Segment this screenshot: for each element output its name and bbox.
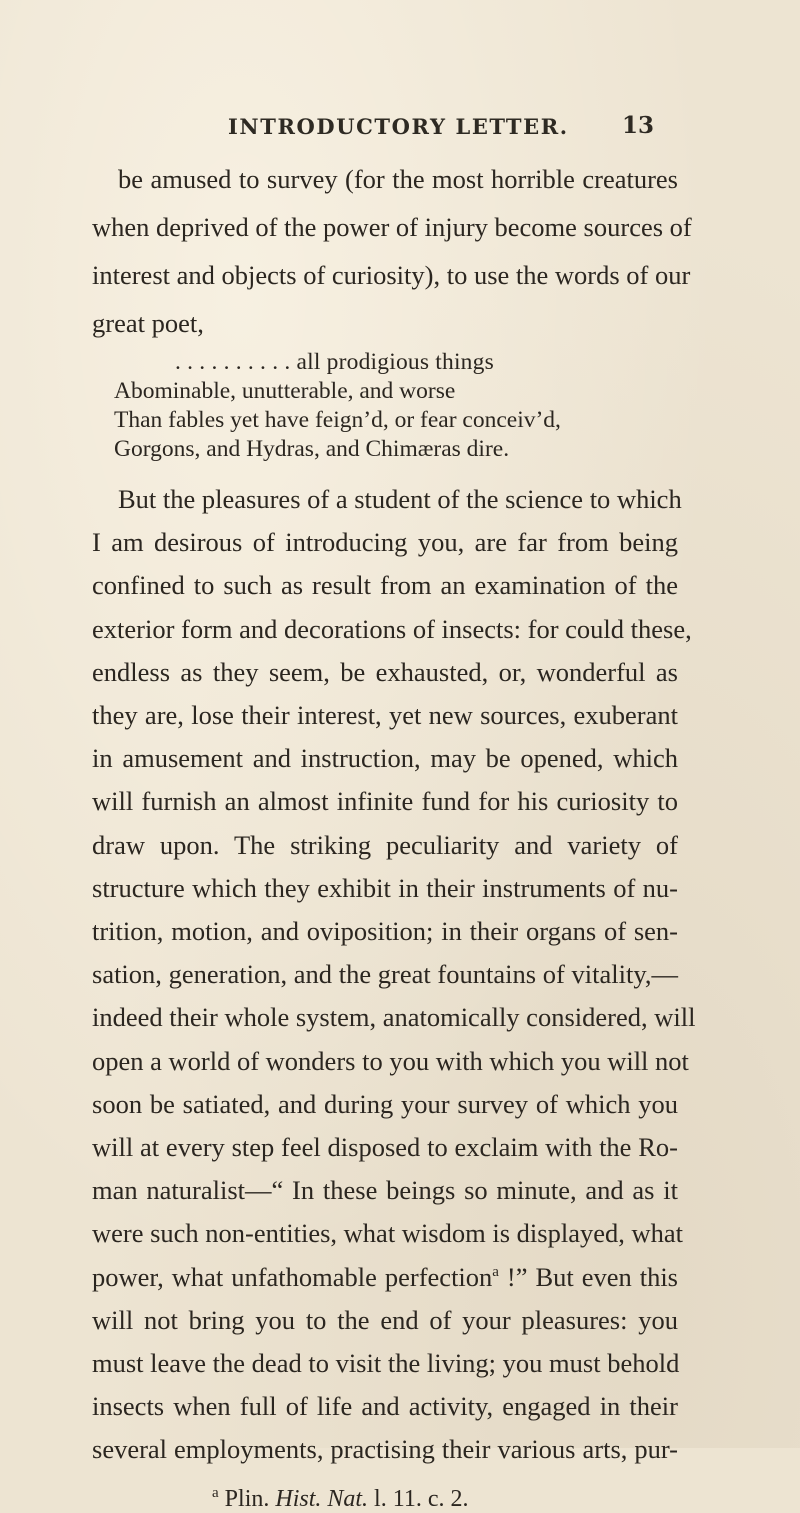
quote-line: Gorgons, and Hydras, and Chimæras dire.: [114, 436, 510, 462]
text-line: I am desirous of introducing you, are far from being: [92, 527, 678, 558]
text-line: insects when full of life and activity, engaged in their: [92, 1391, 678, 1422]
text-line: will not bring you to the end of your pleasures: you: [92, 1304, 678, 1335]
text-line: sation, generation, and the great fountains of vitality,—: [92, 959, 678, 990]
text-line: But the pleasures of a student of the science to which: [118, 484, 682, 514]
text-line: soon be satiated, and during your survey of which you: [92, 1088, 678, 1119]
footnote-marker: a: [212, 1484, 219, 1501]
text-line: were such non-entities, what wisdom is displayed, what: [92, 1218, 683, 1249]
footnote: [212, 1486, 468, 1513]
text-line: exterior form and decorations of insects: for could these,: [92, 613, 692, 644]
text-segment: power, what unfathomable perfection: [92, 1261, 493, 1292]
text-line: must leave the dead to visit the living; you must behold: [92, 1348, 680, 1378]
page-number: 13: [622, 112, 655, 139]
text-line: when deprived of the power of injury become sources of: [92, 212, 692, 242]
text-segment: !” But even this: [498, 1261, 678, 1292]
text-line: structure which they exhibit in their instruments of nu-: [92, 872, 678, 903]
text-line: endless as they seem, be exhausted, or, wonderful as: [92, 656, 678, 687]
footnote-work: Hist. Nat.: [275, 1485, 369, 1512]
quote-line: Than fables yet have feign’d, or fear conceiv’d,: [114, 407, 561, 433]
text-line: trition, motion, and oviposition; in their organs of sen-: [92, 916, 678, 946]
quote-line: . . . . . . . . . . all prodigious things: [175, 349, 494, 375]
text-line: open a world of wonders to you with which you will not: [92, 1045, 689, 1076]
running-head: [0, 110, 800, 150]
text-line: indeed their whole system, anatomically considered, will: [92, 1002, 696, 1033]
text-line: great poet,: [92, 308, 204, 338]
footnote-marker: a: [492, 1263, 499, 1280]
running-title: INTRODUCTORY LETTER.: [228, 114, 569, 139]
text-line: be amused to survey (for the most horrible creatures: [118, 164, 678, 194]
text-line: will at every step feel disposed to exclaim with the Ro-: [92, 1132, 678, 1162]
footnote-author: Plin.: [218, 1485, 276, 1512]
text-line: interest and objects of curiosity), to use the words of our: [92, 260, 691, 290]
text-line: will furnish an almost infinite fund for his curiosity to: [92, 786, 678, 817]
text-line: man naturalist—“ In these beings so minute, and as it: [92, 1175, 678, 1206]
footnote-reference: l. 11. c. 2.: [368, 1485, 469, 1512]
quote-line: Abominable, unutterable, and worse: [114, 378, 456, 404]
text-line: they are, lose their interest, yet new sources, exuberant: [92, 700, 678, 730]
text-line: several employments, practising their various arts, pur-: [92, 1434, 678, 1465]
text-line: draw upon. The striking peculiarity and variety of: [92, 829, 678, 860]
text-line: in amusement and instruction, may be opened, which: [92, 743, 678, 774]
text-line: confined to such as result from an examination of the: [92, 570, 678, 601]
text-line: [92, 1262, 678, 1292]
